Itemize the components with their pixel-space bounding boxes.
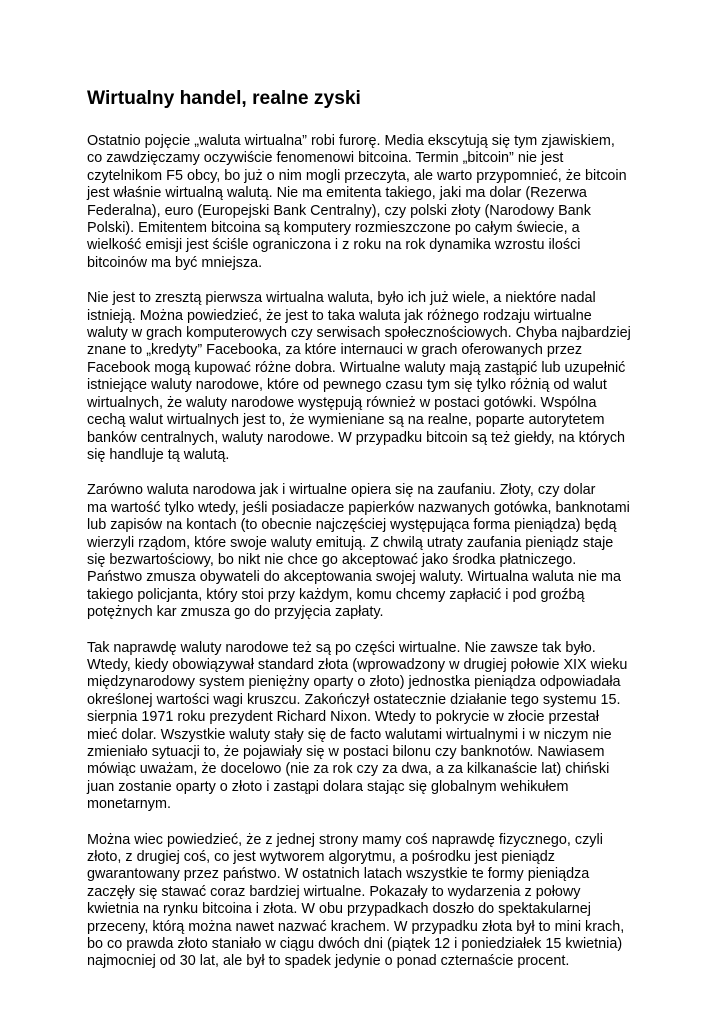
paragraph-4: Tak naprawdę waluty narodowe też są po części wirtualne. Nie zawsze tak było. Wtedy, kiedy obowiązywał standard złota (wprowadzony w drugiej połowie XIX wieku międzynarodowy system pieniężny oparty o złoto) jednostka pieniądza odpowiadała określonej wartości wagi kruszcu. Zakończył ostatecznie działanie tego systemu 15. sierpnia 1971 roku prezydent Richard Nixon. Wtedy to pokrycie w złocie przestał mieć dolar. Wszystkie waluty stały się de facto walutami wirtualnymi i w niczym nie zmieniało sytuacji to, że pojawiały się w postaci bilonu czy banknotów. Nawiasem mówiąc uważam, że docelowo (nie za rok czy za dwa, a za kilkanaście lat) chiński juan zostanie oparty o złoto i zastąpi dolara stając się globalnym wehikułem monetarnym.: [87, 639, 628, 813]
paragraph-5: Można wiec powiedzieć, że z jednej strony mamy coś naprawdę fizycznego, czyli złoto, z drugiej coś, co jest wytworem algorytmu, a pośrodku jest pieniądz gwarantowany przez państwo. W ostatnich latach wszystkie te formy pieniądza zaczęły się stawać coraz bardziej wirtualne. Pokazały to wydarzenia z połowy kwietnia na rynku bitcoina i złota. W obu przypadkach doszło do spektakularnej przeceny, którą można nawet nazwać krachem. W przypadku złota był to mini krach, bo co prawda złoto staniało w ciągu dwóch dni (piątek 12 i poniedziałek 15 kwietnia) najmocniej od 30 lat, ale był to spadek jedynie o ponad czternaście procent.: [87, 831, 625, 970]
article-title: Wirtualny handel, realne zyski: [87, 88, 361, 109]
document-page: [87, 86, 647, 989]
paragraph-3: Zarówno waluta narodowa jak i wirtualne opiera się na zaufaniu. Złoty, czy dolar ma wartość tylko wtedy, jeśli posiadacze papierków nazwanych gotówka, banknotami lub zapisów na kontach (to obecnie najczęściej występująca forma pieniądza) będą wierzyli rządom, które swoje waluty emitują. Z chwilą utraty zaufania pieniądz staje się bezwartościowy, bo nikt nie chce go akceptować jako środka płatniczego. Państwo zmusza obywateli do akceptowania swojej waluty. Wirtualna waluta nie ma takiego policjanta, który stoi przy każdym, komu chcemy zapłacić i pod groźbą potężnych kar zmusza go do przyjęcia zapłaty.: [87, 482, 630, 621]
paragraph-1: Ostatnio pojęcie „waluta wirtualna” robi furorę. Media ekscytują się tym zjawiskiem, co zawdzięczamy oczywiście fenomenowi bitcoina. Termin „bitcoin” nie jest czytelnikom F5 obcy, bo już o nim mogli przeczyta, ale warto przypomnieć, że bitcoin jest właśnie wirtualną walutą. Nie ma emitenta takiego, jaki ma dolar (Rezerwa Federalna), euro (Europejski Bank Centralny), czy polski złoty (Narodowy Bank Polski). Emitentem bitcoina są komputery rozmieszczone po całym świecie, a wielkość emisji jest ściśle ograniczona i z roku na rok dynamika wzrostu ilości bitcoinów ma być mniejsza.: [87, 133, 627, 271]
paragraph-2: Nie jest to zresztą pierwsza wirtualna waluta, było ich już wiele, a niektóre nadal istnieją. Można powiedzieć, że jest to taka waluta jak różnego rodzaju wirtualne waluty w grach komputerowych czy serwisach społecznościowych. Chyba najbardziej znane to „kredyty” Facebooka, za które internauci w grach oferowanych przez Facebook mogą kupować różne dobra. Wirtualne waluty mają zastąpić lub uzupełnić istniejące waluty narodowe, które od pewnego czasu tym się tylko różnią od walut wirtualnych, że waluty narodowe występują również w postaci gotówki. Wspólna cechą walut wirtualnych jest to, że wymieniane są na realne, poparte autorytetem banków centralnych, waluty narodowe. W przypadku bitcoin są też giełdy, na których się handluje tą walutą.: [87, 290, 631, 463]
